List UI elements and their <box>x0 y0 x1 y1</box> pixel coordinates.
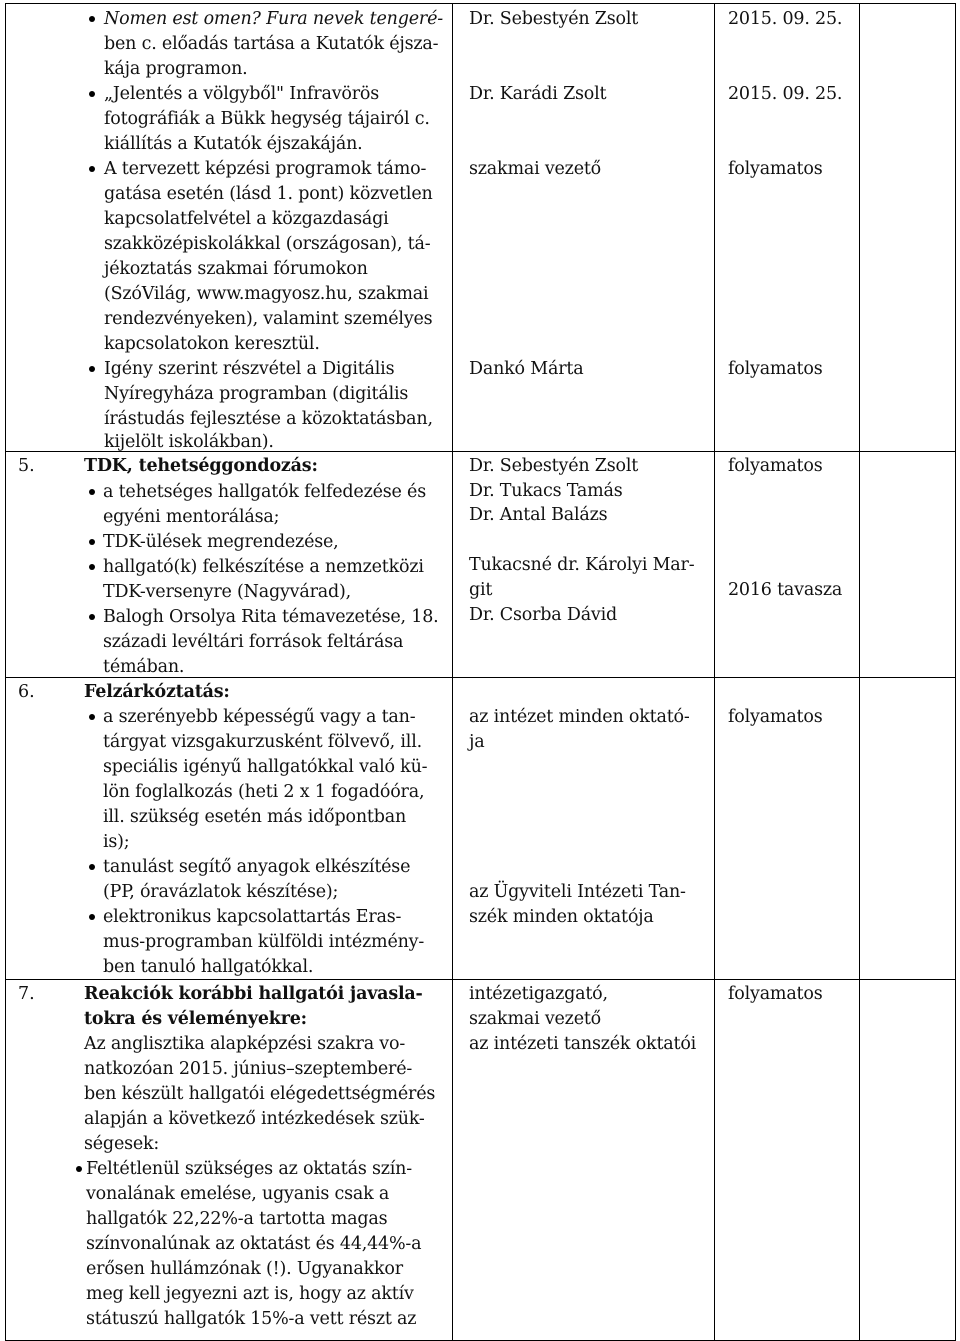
section5-responsible-cell <box>453 452 714 677</box>
paragraph-line: natkozóan 2015. június–szeptemberé- <box>84 1059 413 1079</box>
paragraph-line: alapján a következő intézkedések szük- <box>84 1109 425 1129</box>
activity-line: ben tanuló hallgatókkal. <box>103 957 314 977</box>
activity-line: rendezvényeken), valamint személyes <box>104 309 433 329</box>
deadline-value: folyamatos <box>728 159 823 179</box>
activity-line: a szerényebb képességű vagy a tan- <box>103 707 416 727</box>
bullet-icon <box>89 91 95 97</box>
paragraph-line: erősen hullámzónak (!). Ugyanakkor <box>86 1259 403 1279</box>
section-title: tokra és véleményekre: <box>84 1009 307 1029</box>
activity-line: kiállítás a Kutatók éjszakáján. <box>104 134 363 154</box>
activity-line: a tehetséges hallgatók felfedezése és <box>103 482 426 502</box>
responsible-name: szakmai vezető <box>469 1009 602 1029</box>
responsible-name: Dr. Sebestyén Zsolt <box>469 456 639 476</box>
section6-deadline-cell <box>715 678 859 979</box>
bullet-icon <box>89 166 95 172</box>
paragraph-line: státuszú hallgatók 15%-a vett részt az <box>86 1309 417 1329</box>
responsible-name: Tukacsné dr. Károlyi Mar- <box>469 555 695 575</box>
section7-activities-cell <box>6 980 452 1340</box>
section6-activities-cell <box>6 678 452 979</box>
responsible-name: git <box>469 580 493 600</box>
paragraph-line: ségesek: <box>84 1134 160 1154</box>
paragraph-line: hallgatók 22,22%-a tartotta magas <box>86 1209 388 1229</box>
bullet-icon <box>89 614 95 620</box>
bullet-icon <box>89 366 95 372</box>
responsible-name: intézetigazgató, <box>469 984 608 1004</box>
paragraph-line: ben készült hallgatói elégedettségmérés <box>84 1084 436 1104</box>
paragraph-line: Feltétlenül szükséges az oktatás szín- <box>86 1159 412 1179</box>
activity-line: „Jelentés a völgyből" Infravörös <box>104 84 380 104</box>
section-number: 7. <box>18 984 35 1004</box>
activity-line: kijelölt iskolákban). <box>104 432 274 452</box>
bullet-icon <box>76 1166 82 1172</box>
activity-line: témában. <box>103 657 185 677</box>
activity-line: ill. szükség esetén más időpontban <box>103 807 407 827</box>
activity-line: tanulást segítő anyagok elkészítése <box>103 857 411 877</box>
activity-line: kapcsolatokon keresztül. <box>104 334 320 354</box>
activity-line: A tervezett képzési programok támo- <box>104 159 427 179</box>
section7-extra-cell <box>860 980 955 1340</box>
paragraph-line: meg kell jegyezni azt is, hogy az aktív <box>86 1284 414 1304</box>
activity-line: speciális igényű hallgatókkal való kü- <box>103 757 428 777</box>
responsible-name: Dr. Karádi Zsolt <box>469 84 607 104</box>
activity-line: (PP, óravázlatok készítése); <box>103 882 339 902</box>
paragraph-line: színvonalúnak az oktatást és 44,44%-a <box>86 1234 422 1254</box>
table-row-top <box>6 4 956 452</box>
activity-line: kája programon. <box>104 59 248 79</box>
responsible-name: szakmai vezető <box>469 159 602 179</box>
activity-line: Nomen est omen? Fura nevek tengeré- <box>104 9 443 29</box>
activity-line: jékoztatás szakmai fórumokon <box>104 259 368 279</box>
section5-extra-cell <box>860 452 955 677</box>
section7-responsible-cell <box>453 980 714 1340</box>
activity-line: gatása esetén (lásd 1. pont) közvetlen <box>104 184 433 204</box>
deadline-value: folyamatos <box>728 456 823 476</box>
activity-line: elektronikus kapcsolattartás Eras- <box>103 907 402 927</box>
deadline-value: 2015. 09. 25. <box>728 9 843 29</box>
activity-line: fotográfiák a Bükk hegység tájairól c. <box>104 109 430 129</box>
section6-extra-cell <box>860 678 955 979</box>
responsible-name: ja <box>469 732 485 752</box>
section-title: Felzárkóztatás: <box>84 682 230 702</box>
activity-line: Igény szerint részvétel a Digitális <box>104 359 395 379</box>
activity-line: tárgyat vizsgakurzusként fölvevő, ill. <box>103 732 422 752</box>
action-plan-table <box>5 3 956 1341</box>
top-extra-cell <box>860 4 955 451</box>
section-number: 6. <box>18 682 35 702</box>
section7-deadline-cell <box>715 980 859 1340</box>
activity-line: TDK-versenyre (Nagyvárad), <box>103 582 351 602</box>
responsible-name: Dr. Tukacs Tamás <box>469 481 623 501</box>
activity-line: kapcsolatfelvétel a közgazdasági <box>104 209 389 229</box>
activity-line: (SzóVilág, www.magyosz.hu, szakmai <box>104 284 429 304</box>
bullet-icon <box>89 539 95 545</box>
activity-line: írástudás fejlesztése a közoktatásban, <box>104 409 433 429</box>
bullet-icon <box>89 489 95 495</box>
section-title: Reakciók korábbi hallgatói javasla- <box>84 984 423 1004</box>
section-number: 5. <box>18 456 35 476</box>
table-row-section-7 <box>6 980 956 1341</box>
bullet-icon <box>89 864 95 870</box>
deadline-value: folyamatos <box>728 359 823 379</box>
responsible-name: Dankó Márta <box>469 359 584 379</box>
section-title: TDK, tehetséggondozás: <box>84 456 318 476</box>
activity-line: lön foglalkozás (heti 2 x 1 fogadóóra, <box>103 782 425 802</box>
responsible-name: az intézeti tanszék oktatói <box>469 1034 697 1054</box>
responsible-name: Dr. Csorba Dávid <box>469 605 618 625</box>
responsible-name: az Ügyviteli Intézeti Tan- <box>469 882 686 902</box>
activity-line: egyéni mentorálása; <box>103 507 280 527</box>
activity-line: századi levéltári források feltárása <box>103 632 404 652</box>
deadline-value: folyamatos <box>728 984 823 1004</box>
deadline-value: folyamatos <box>728 707 823 727</box>
table-row-section-5 <box>6 452 956 678</box>
activity-line: Nyíregyháza programban (digitális <box>104 384 409 404</box>
bullet-icon <box>89 914 95 920</box>
activity-line: TDK-ülések megrendezése, <box>103 532 339 552</box>
responsible-name: szék minden oktatója <box>469 907 654 927</box>
bullet-icon <box>89 564 95 570</box>
top-deadline-cell <box>715 4 859 451</box>
activity-line: hallgató(k) felkészítése a nemzetközi <box>103 557 424 577</box>
section5-activities-cell <box>6 452 452 677</box>
activity-line: szakközépiskolákkal (országosan), tá- <box>104 234 431 254</box>
section5-deadline-cell <box>715 452 859 677</box>
responsible-name: az intézet minden oktató- <box>469 707 690 727</box>
bullet-icon <box>89 16 95 22</box>
responsible-name: Dr. Antal Balázs <box>469 505 608 525</box>
activity-line: is); <box>103 832 130 852</box>
table-row-section-6 <box>6 678 956 980</box>
deadline-value: 2015. 09. 25. <box>728 84 843 104</box>
top-activities-cell <box>6 4 452 451</box>
activity-line: mus-programban külföldi intézmény- <box>103 932 425 952</box>
paragraph-line: Az anglisztika alapképzési szakra vo- <box>84 1034 406 1054</box>
activity-line: ben c. előadás tartása a Kutatók éjsza- <box>104 34 439 54</box>
top-responsible-cell <box>453 4 714 451</box>
section6-responsible-cell <box>453 678 714 979</box>
bullet-icon <box>89 714 95 720</box>
responsible-name: Dr. Sebestyén Zsolt <box>469 9 639 29</box>
deadline-value: 2016 tavasza <box>728 580 843 600</box>
activity-line: Balogh Orsolya Rita témavezetése, 18. <box>103 607 439 627</box>
paragraph-line: vonalának emelése, ugyanis csak a <box>86 1184 390 1204</box>
